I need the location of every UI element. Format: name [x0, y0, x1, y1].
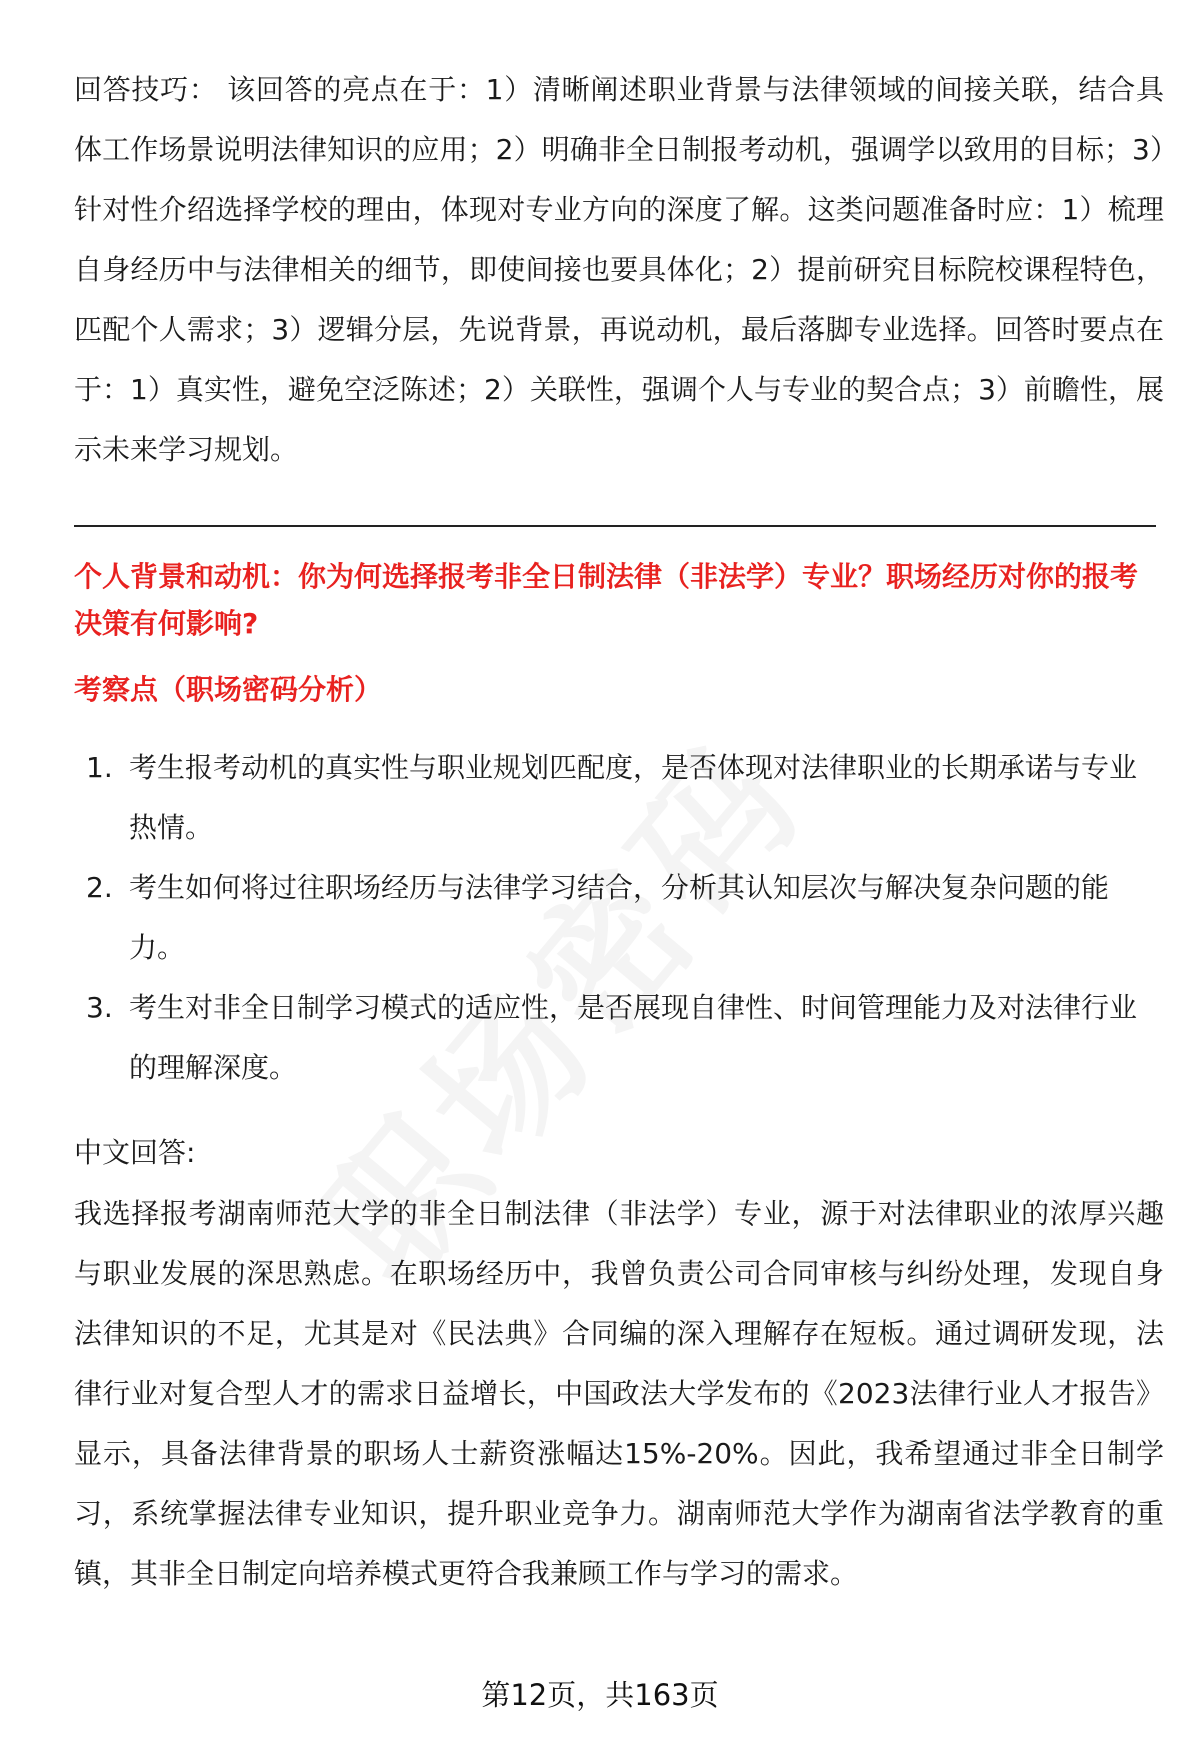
list-item-text: 考生报考动机的真实性与职业规划匹配度，是否体现对法律职业的长期承诺与专业热情。	[129, 751, 1138, 844]
answer-paragraph: 我选择报考湖南师范大学的非全日制法律（非法学）专业，源于对法律职业的浓厚兴趣与职业发展的深思熟虑。在职场经历中，我曾负责公司合同审核与纠纷处理，发现自身法律知识的不足，尤其是对《民法典》合同编的深入理解存在短板。通过调研发现，法律行业对复合型人才的需求日益增长，中国政法大学发布的《2023法律行业人才报告》显示，具备法律背景的职场人士薪资涨幅达15%-20%。因此，我希望通过非全日制学习，系统掌握法律专业知识，提升职业竞争力。湖南师范大学作为湖南省法学教育的重镇，其非全日制定向培养模式更符合我兼顾工作与学习的需求。	[74, 1197, 1164, 1590]
key-points-list	[74, 738, 1164, 1098]
section-divider	[74, 525, 1156, 527]
list-item	[74, 738, 1164, 858]
list-item	[74, 978, 1164, 1098]
list-item-number: 2.	[86, 871, 113, 904]
list-item-text: 考生对非全日制学习模式的适应性，是否展现自律性、时间管理能力及对法律行业的理解深度。	[129, 991, 1138, 1084]
page-number: 第12页，共163页	[481, 1678, 719, 1712]
list-item-number: 3.	[86, 991, 113, 1024]
answer-label: 中文回答:	[74, 1136, 196, 1169]
list-item-number: 1.	[86, 751, 113, 784]
answer-tips-paragraph: 回答技巧： 该回答的亮点在于：1）清晰阐述职业背景与法律领域的间接关联，结合具体工作场景说明法律知识的应用；2）明确非全日制报考动机，强调学以致用的目标；3）针对性介绍选择学校的理由，体现对专业方向的深度了解。这类问题准备时应：1）梳理自身经历中与法律相关的细节，即使间接也要具体化；2）提前研究目标院校课程特色，匹配个人需求；3）逻辑分层，先说背景，再说动机，最后落脚专业选择。回答时要点在于：1）真实性，避免空泛陈述；2）关联性，强调个人与专业的契合点；3）前瞻性，展示未来学习规划。	[74, 73, 1164, 466]
list-item	[74, 858, 1164, 978]
question-title: 个人背景和动机：你为何选择报考非全日制法律（非法学）专业？职场经历对你的报考决策有何影响?	[74, 560, 1139, 640]
key-points-title: 考察点（职场密码分析）	[74, 673, 383, 706]
list-item-text: 考生如何将过往职场经历与法律学习结合，分析其认知层次与解决复杂问题的能力。	[129, 871, 1110, 964]
